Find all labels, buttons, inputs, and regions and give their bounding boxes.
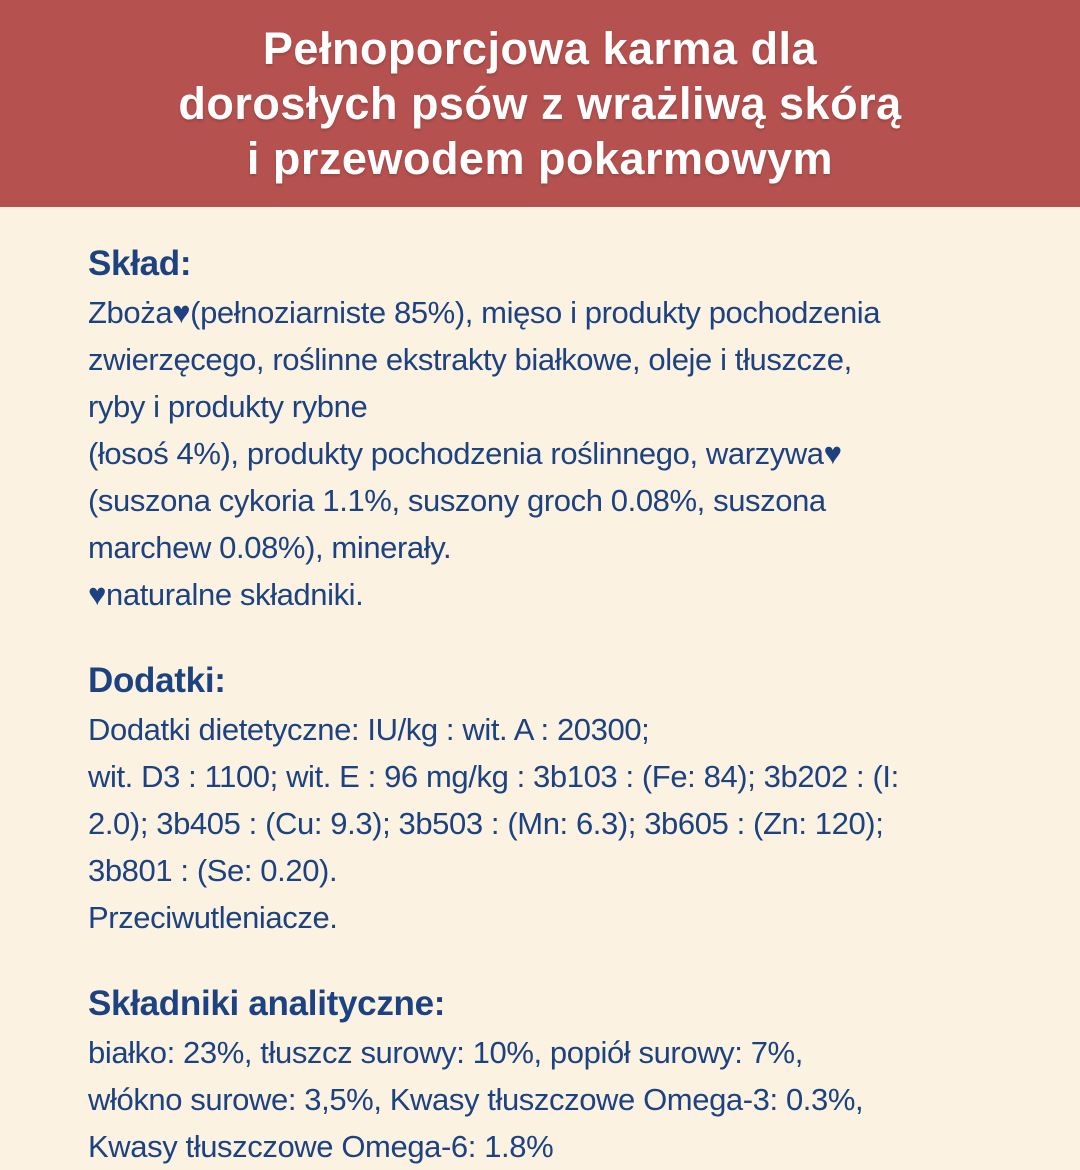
analytical-constituents-heading: Składniki analityczne: xyxy=(88,984,446,1023)
additives-text-line: Dodatki dietetyczne: IU/kg : wit. A : 20300; xyxy=(88,712,650,747)
header-title-line: dorosłych psów z wrażliwą skórą xyxy=(178,78,902,129)
label-body xyxy=(0,207,1080,1170)
analytical-text-line: białko: 23%, tłuszcz surowy: 10%, popiół surowy: 7%, xyxy=(88,1035,803,1070)
section-additives xyxy=(88,660,1020,941)
section-ingredients xyxy=(88,243,1020,618)
product-header-banner xyxy=(0,0,1080,207)
ingredients-text-line: (łosoś 4%), produkty pochodzenia roślinnego, warzywa♥ xyxy=(88,436,842,471)
analytical-text-line: włókno surowe: 3,5%, Kwasy tłuszczowe Omega-3: 0.3%, xyxy=(88,1082,864,1117)
additives-text-line: 3b801 : (Se: 0.20). xyxy=(88,853,338,888)
section-analytical-constituents xyxy=(88,983,1020,1170)
additives-text-line: wit. D3 : 1100; wit. E : 96 mg/kg : 3b103 : (Fe: 84); 3b202 : (I: xyxy=(88,759,899,794)
header-title-line: Pełnoporcjowa karma dla xyxy=(262,23,818,74)
analytical-text-line: Kwasy tłuszczowe Omega-6: 1.8% xyxy=(88,1129,554,1164)
ingredients-text-line: Zboża♥(pełnoziarniste 85%), mięso i produkty pochodzenia xyxy=(88,295,881,330)
header-title-line: i przewodem pokarmowym xyxy=(246,133,834,184)
additives-heading: Dodatki: xyxy=(88,661,226,700)
ingredients-text-line: ryby i produkty rybne xyxy=(88,389,368,424)
ingredients-text-line: marchew 0.08%), minerały. xyxy=(88,530,452,565)
ingredients-text-line: zwierzęcego, roślinne ekstrakty białkowe, oleje i tłuszcze, xyxy=(88,342,852,377)
natural-ingredients-footnote: ♥naturalne składniki. xyxy=(88,577,364,612)
antioxidants-note: Przeciwutleniacze. xyxy=(88,900,338,935)
ingredients-text-line: (suszona cykoria 1.1%, suszony groch 0.08%, suszona xyxy=(88,483,826,518)
ingredients-heading: Skład: xyxy=(88,244,192,283)
additives-text-line: 2.0); 3b405 : (Cu: 9.3); 3b503 : (Mn: 6.3); 3b605 : (Zn: 120); xyxy=(88,806,884,841)
